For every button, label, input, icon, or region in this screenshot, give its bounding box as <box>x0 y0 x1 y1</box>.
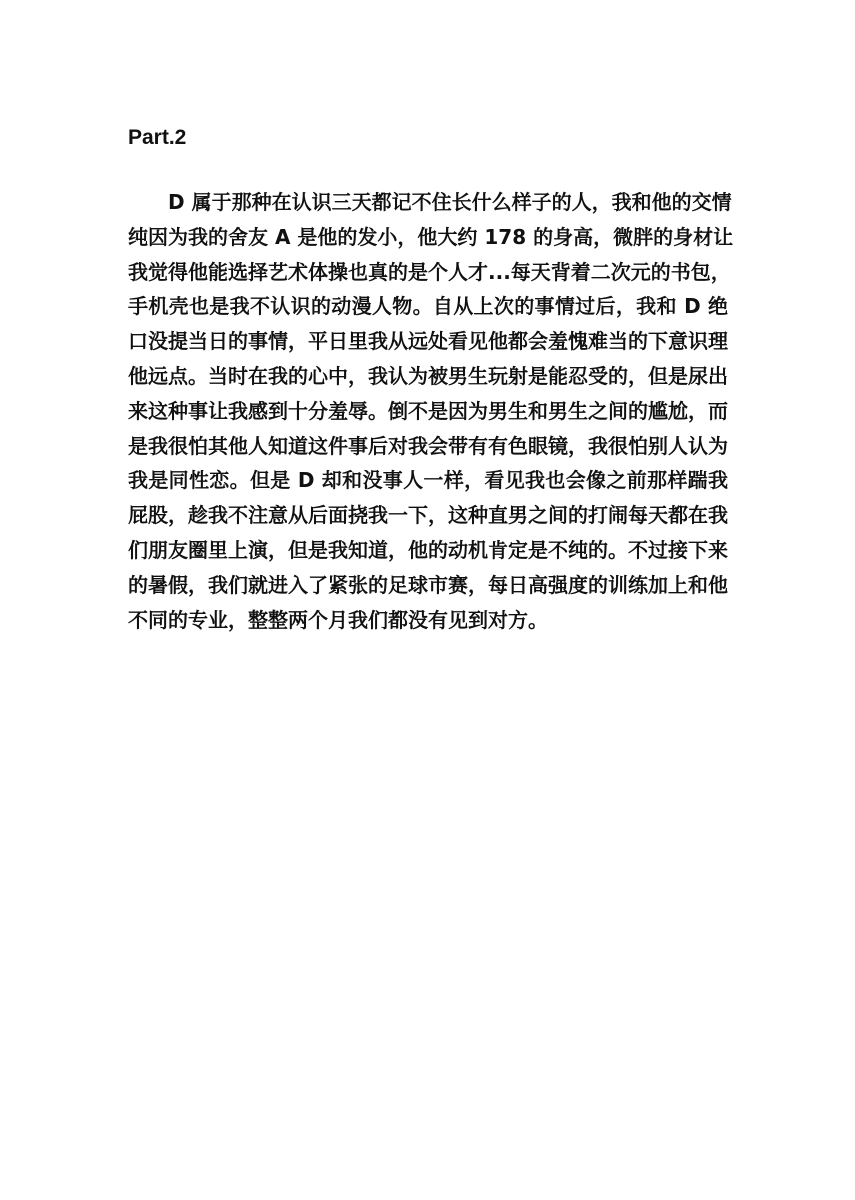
paragraph-line: 不同的专业，整整两个月我们都没有见到对方。 <box>128 607 548 632</box>
paragraph <box>128 185 734 637</box>
paragraph-line: 纯因为我的舍友 A 是他的发小，他大约 178 的身高，微胖的身材让 <box>128 224 734 249</box>
section-heading: Part.2 <box>128 126 187 149</box>
paragraph-line: 口没提当日的事情，平日里我从远处看见他都会羞愧难当的下意识理 <box>128 329 728 354</box>
paragraph-line: 手机壳也是我不认识的动漫人物。自从上次的事情过后，我和 D 绝 <box>128 294 728 319</box>
paragraph-line: 屁股，趁我不注意从后面挠我一下，这种直男之间的打闹每天都在我 <box>128 503 728 528</box>
paragraph-line: 是我很怕其他人知道这件事后对我会带有有色眼镜，我很怕别人认为 <box>128 433 728 458</box>
paragraph-line: 我是同性恋。但是 D 却和没事人一样，看见我也会像之前那样踹我 <box>128 468 728 493</box>
paragraph-line: 我觉得他能选择艺术体操也真的是个人才...每天背着二次元的书包， <box>128 259 731 284</box>
paragraph-line: 的暑假，我们就进入了紧张的足球市赛，每日高强度的训练加上和他 <box>128 572 728 597</box>
paragraph-line: 们朋友圈里上演，但是我知道，他的动机肯定是不纯的。不过接下来 <box>128 537 728 562</box>
paragraph-line: 来这种事让我感到十分羞辱。倒不是因为男生和男生之间的尴尬，而 <box>128 398 728 423</box>
paragraph-line: 他远点。当时在我的心中，我认为被男生玩射是能忍受的，但是尿出 <box>128 363 728 388</box>
paragraph-line: D 属于那种在认识三天都记不住长什么样子的人，我和他的交情 <box>168 190 732 214</box>
